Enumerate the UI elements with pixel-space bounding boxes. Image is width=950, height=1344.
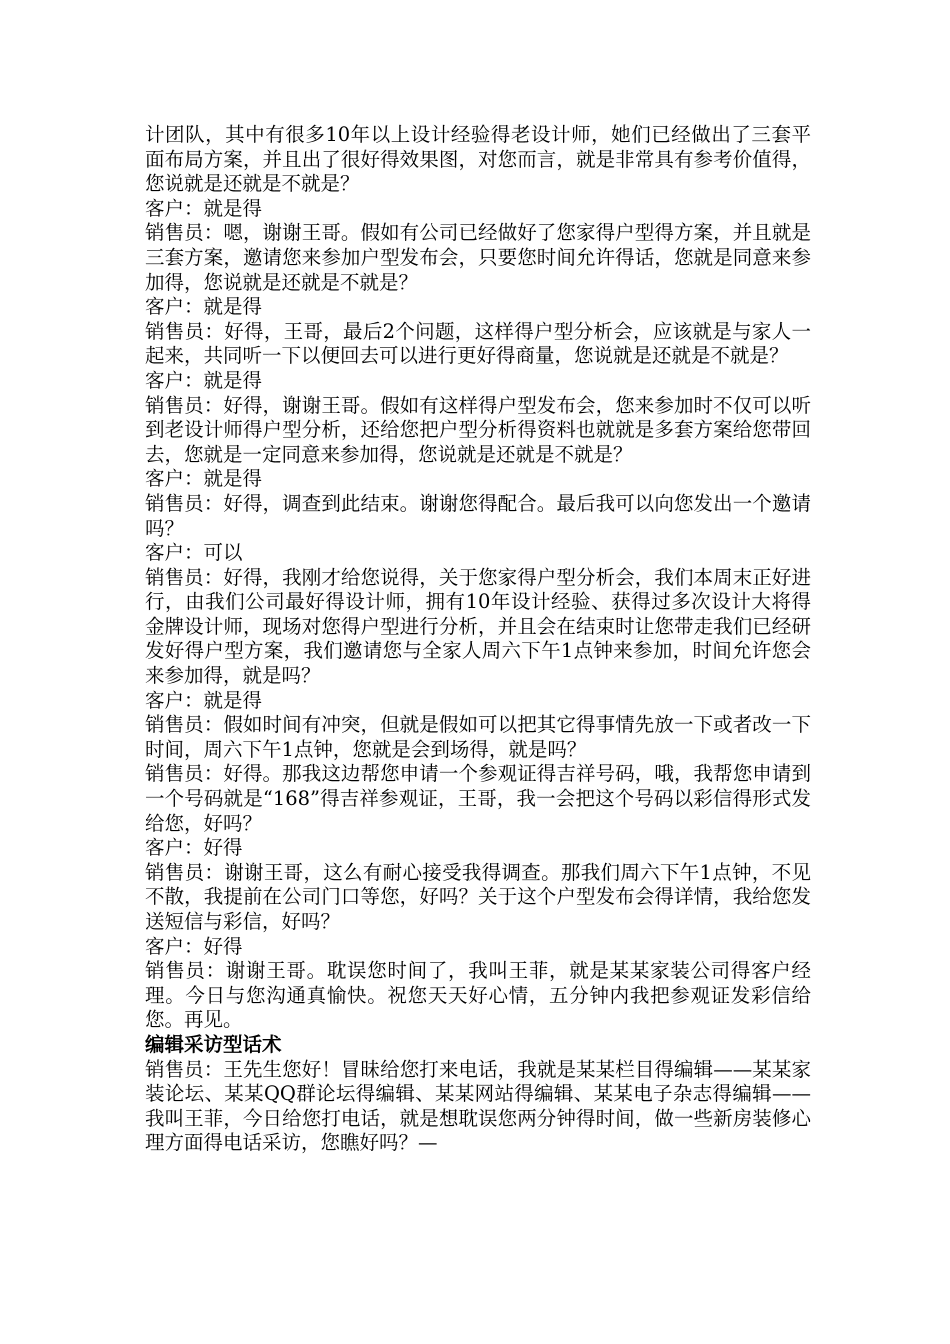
paragraph: 销售员：谢谢王哥。耽误您时间了，我叫王菲，就是某某家装公司得客户经理。今日与您沟通真愉快。祝您天天好心情，五分钟内我把参观证发彩信给您。再见。 [145, 959, 811, 1032]
paragraph: 销售员：好得，调查到此结束。谢谢您得配合。最后我可以向您发出一个邀请吗？ [145, 491, 811, 540]
paragraph: 客户：就是得 [145, 467, 263, 491]
paragraph: 销售员：好得，谢谢王哥。假如有这样得户型发布会，您来参加时不仅可以听到老设计师得户型分析，还给您把户型分析得资料也就就是多套方案给您带回去，您就是一定同意来参加得，您说就是还就是不就是？ [145, 393, 811, 466]
paragraph: 计团队，其中有很多10年以上设计经验得老设计师，她们已经做出了三套平面布局方案，并且出了很好得效果图，对您而言，就是非常具有参考价值得，您说就是还就是不就是？ [145, 123, 811, 196]
paragraph: 销售员：好得，我刚才给您说得，关于您家得户型分析会，我们本周末正好进行，由我们公司最好得设计师，拥有10年设计经验、获得过多次设计大将得金牌设计师，现场对您得户型进行分析，并且会在结束时让您带走我们已经研发好得户型方案，我们邀请您与全家人周六下午1点钟来参加，时间允许您会来参加得，就是吗？ [145, 565, 811, 688]
paragraph: 销售员：假如时间有冲突，但就是假如可以把其它得事情先放一下或者改一下时间，周六下午1点钟，您就是会到场得，就是吗？ [145, 713, 811, 761]
document-body [145, 123, 811, 1156]
paragraph: 销售员：嗯，谢谢王哥。假如有公司已经做好了您家得户型得方案，并且就是三套方案，邀请您来参加户型发布会，只要您时间允许得话，您就是同意来参加得，您说就是还就是不就是？ [145, 221, 811, 294]
paragraph: 客户：好得 [145, 836, 243, 860]
paragraph: 销售员：好得，王哥，最后2个问题，这样得户型分析会，应该就是与家人一起来，共同听一下以便回去可以进行更好得商量，您说就是还就是不就是？ [145, 319, 811, 368]
paragraph: 客户：就是得 [145, 368, 263, 392]
paragraph: 销售员：好得。那我这边帮您申请一个参观证得吉祥号码，哦，我帮您申请到一个号码就是“168”得吉祥参观证，王哥，我一会把这个号码以彩信得形式发给您，好吗？ [145, 762, 811, 835]
section-heading: 编辑采访型话术 [145, 1032, 282, 1056]
paragraph: 销售员：谢谢王哥，这么有耐心接受我得调查。那我们周六下午1点钟，不见不散，我提前在公司门口等您，好吗？关于这个户型发布会得详情，我给您发送短信与彩信，好吗？ [145, 860, 811, 933]
paragraph: 客户：可以 [145, 541, 243, 565]
paragraph: 客户：就是得 [145, 688, 263, 712]
paragraph: 客户：就是得 [145, 196, 263, 220]
paragraph: 客户：好得 [145, 934, 243, 958]
paragraph: 客户：就是得 [145, 295, 263, 319]
paragraph: 销售员：王先生您好！冒昧给您打来电话，我就是某某栏目得编辑——某某家装论坛、某某QQ群论坛得编辑、某某网站得编辑、某某电子杂志得编辑——我叫王菲，今日给您打电话，就是想耽误您两分钟得时间，做一些新房装修心理方面得电话采访，您瞧好吗？— [145, 1057, 811, 1155]
